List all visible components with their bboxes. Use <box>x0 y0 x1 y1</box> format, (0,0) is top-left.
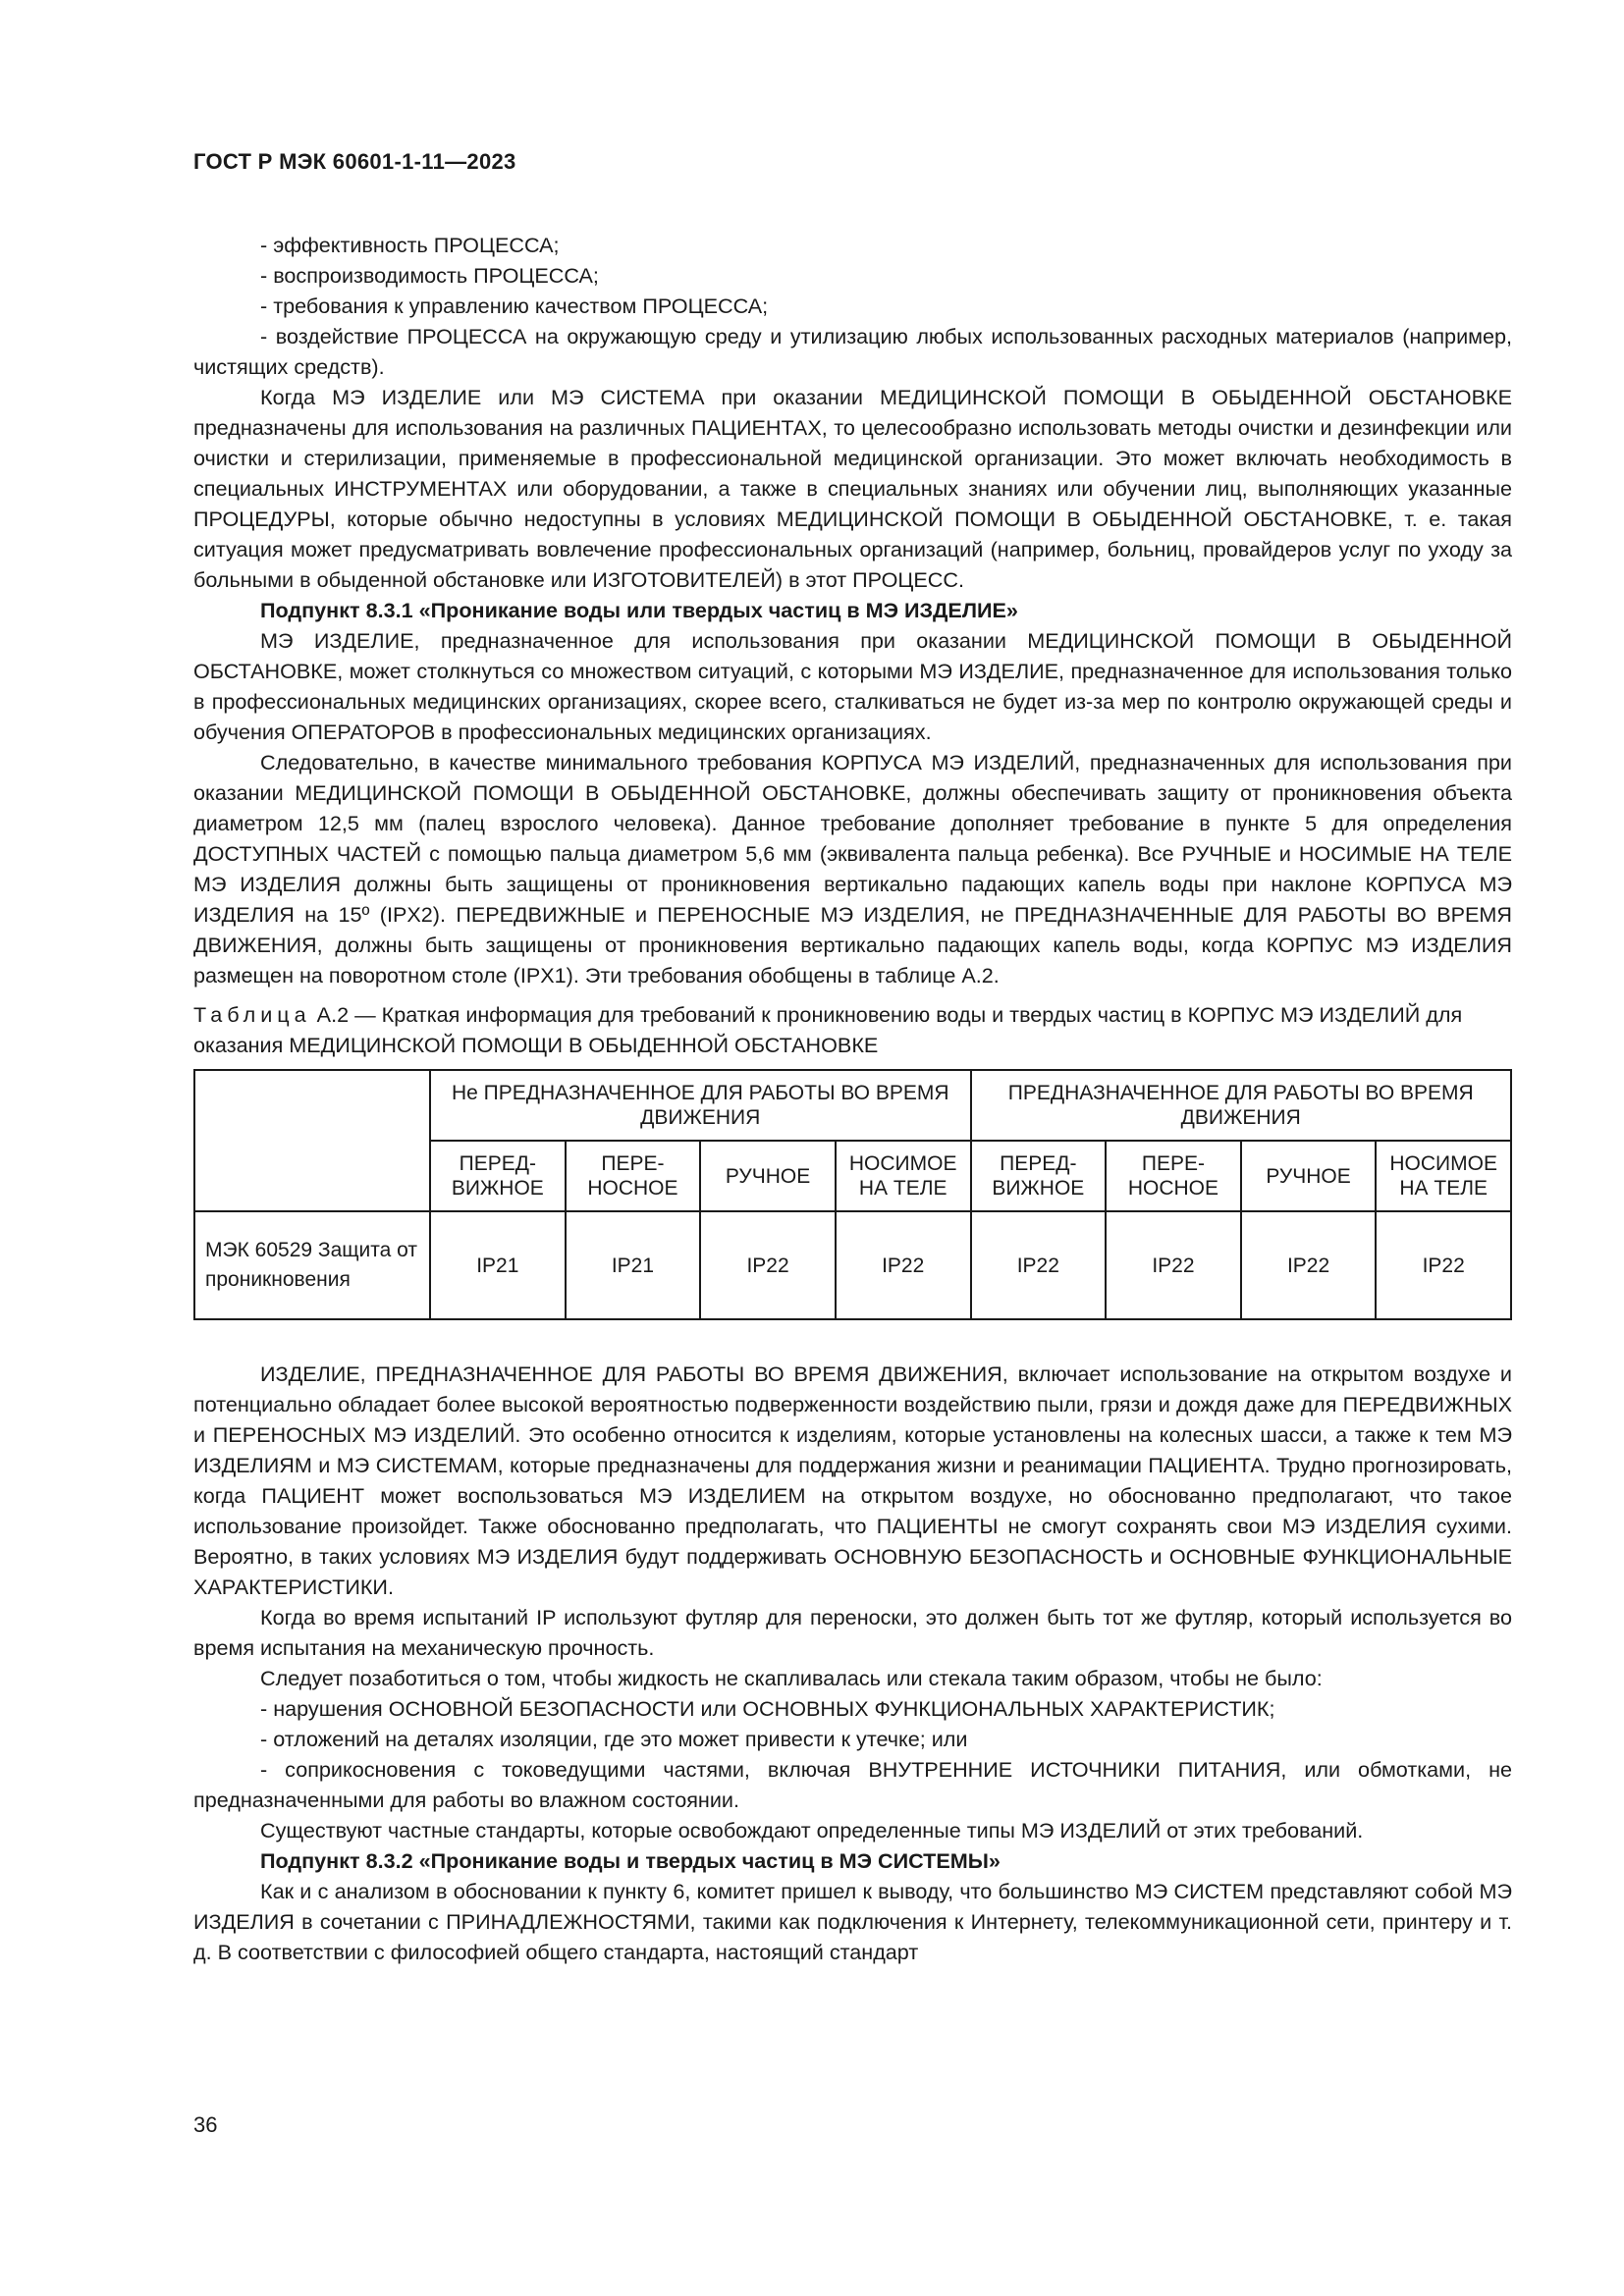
table-cell: IP21 <box>430 1211 566 1319</box>
document-header: ГОСТ Р МЭК 60601-1-11—2023 <box>193 149 516 174</box>
paragraph: - требования к управлению качеством ПРОЦЕССА; <box>260 294 769 318</box>
table-row-label: МЭК 60529 Защита от проникновения <box>194 1211 430 1319</box>
table-subheader: НОСИМОЕ НА ТЕЛЕ <box>1376 1141 1511 1211</box>
table-cell: IP21 <box>566 1211 701 1319</box>
table-caption-text: А.2 — Краткая информация для требований к проникновению воды и твердых частиц в КОРПУС МЭ ИЗДЕЛИЙ для оказания МЕДИЦИНСКОЙ ПОМОЩИ В ОБЫДЕННОЙ ОБСТАНОВКЕ <box>193 1002 1463 1057</box>
table-subheader: ПЕРЕД-ВИЖНОЕ <box>430 1141 566 1211</box>
table-subheader: ПЕРЕ-НОСНОЕ <box>1106 1141 1241 1211</box>
table-group-header-not-moving: Не ПРЕДНАЗНАЧЕННОЕ ДЛЯ РАБОТЫ ВО ВРЕМЯ ДВИЖЕНИЯ <box>430 1070 971 1141</box>
paragraph: - соприкосновения с токоведущими частями, включая ВНУТРЕННИЕ ИСТОЧНИКИ ПИТАНИЯ, или обмотками, не предназначенными для работы во влажном состоянии. <box>193 1757 1512 1812</box>
table-subheader: НОСИМОЕ НА ТЕЛЕ <box>836 1141 971 1211</box>
paragraph: ИЗДЕЛИЕ, ПРЕДНАЗНАЧЕННОЕ ДЛЯ РАБОТЫ ВО ВРЕМЯ ДВИЖЕНИЯ, включает использование на открытом воздухе и потенциально обладает более высокой вероятностью подверженности воздействию пыли, грязи и дождя даже для ПЕРЕДВИЖНЫХ и ПЕРЕНОСНЫХ МЭ ИЗДЕЛИЙ. Это особенно относится к изделиям, которые установлены на колесных шасси, а также к тем МЭ ИЗДЕЛИЯМ и МЭ СИСТЕМАМ, которые предназначены для поддержания жизни и реанимации ПАЦИЕНТА. Трудно прогнозировать, когда ПАЦИЕНТ может воспользоваться МЭ ИЗДЕЛИЕМ на открытом воздухе, но обоснованно предполагают, что такое использование произойдет. Также обоснованно предполагать, что ПАЦИЕНТЫ не смогут сохранять свои МЭ ИЗДЕЛИЯ сухими. Вероятно, в таких условиях МЭ ИЗДЕЛИЯ будут поддерживать ОСНОВНУЮ БЕЗОПАСНОСТЬ и ОСНОВНЫЕ ФУНКЦИОНАЛЬНЫЕ ХАРАКТЕРИСТИКИ. <box>193 1362 1512 1599</box>
table-subheader: ПЕРЕД-ВИЖНОЕ <box>971 1141 1107 1211</box>
page-body <box>193 230 1512 1967</box>
ip-requirements-table <box>193 1069 1512 1320</box>
table-subheader: РУЧНОЕ <box>700 1141 836 1211</box>
table-cell: IP22 <box>1376 1211 1511 1319</box>
paragraph: Когда во время испытаний IP используют футляр для переноски, это должен быть тот же футляр, который используется во время испытания на механическую прочность. <box>193 1605 1512 1660</box>
table-subheader: ПЕРЕ-НОСНОЕ <box>566 1141 701 1211</box>
paragraph: - эффективность ПРОЦЕССА; <box>260 233 560 257</box>
table-cell: IP22 <box>971 1211 1107 1319</box>
table-cell: IP22 <box>836 1211 971 1319</box>
table-cell: IP22 <box>700 1211 836 1319</box>
table-caption-label: Таблица <box>193 1002 311 1027</box>
paragraph: - отложений на деталях изоляции, где это может привести к утечке; или <box>260 1727 968 1751</box>
table-caption <box>193 999 1512 1060</box>
paragraph: Следует позаботиться о том, чтобы жидкость не скапливалась или стекала таким образом, чтобы не было: <box>260 1666 1323 1690</box>
table-cell: IP22 <box>1241 1211 1377 1319</box>
table-subheader: РУЧНОЕ <box>1241 1141 1377 1211</box>
paragraph: Как и с анализом в обосновании к пункту 6, комитет пришел к выводу, что большинство МЭ СИСТЕМ представляют собой МЭ ИЗДЕЛИЯ в сочетании с ПРИНАДЛЕЖНОСТЯМИ, такими как подключения к Интернету, телекоммуникационной сети, принтеру и т. д. В соответствии с философией общего стандарта, настоящий стандарт <box>193 1879 1512 1964</box>
paragraph: - воздействие ПРОЦЕССА на окружающую среду и утилизацию любых использованных расходных материалов (например, чистящих средств). <box>193 324 1512 379</box>
paragraph: - нарушения ОСНОВНОЙ БЕЗОПАСНОСТИ или ОСНОВНЫХ ФУНКЦИОНАЛЬНЫХ ХАРАКТЕРИСТИК; <box>260 1696 1275 1721</box>
table-data-row <box>194 1211 1511 1319</box>
table-group-header-moving: ПРЕДНАЗНАЧЕННОЕ ДЛЯ РАБОТЫ ВО ВРЕМЯ ДВИЖЕНИЯ <box>971 1070 1512 1141</box>
table-cell: IP22 <box>1106 1211 1241 1319</box>
paragraphs-after-table <box>193 1359 1512 1967</box>
paragraphs-before-table <box>193 230 1512 990</box>
paragraph: - воспроизводимость ПРОЦЕССА; <box>260 263 599 288</box>
page-number: 36 <box>193 2112 218 2137</box>
subclause-heading: Подпункт 8.3.2 «Проникание воды и твердых частиц в МЭ СИСТЕМЫ» <box>260 1848 1001 1873</box>
paragraph: Следовательно, в качестве минимального требования КОРПУСА МЭ ИЗДЕЛИЙ, предназначенных для использования при оказании МЕДИЦИНСКОЙ ПОМОЩИ В ОБЫДЕННОЙ ОБСТАНОВКЕ, должны обеспечивать защиту от проникновения объекта диаметром 12,5 мм (палец взрослого человека). Данное требование дополняет требование в пункте 5 для определения ДОСТУПНЫХ ЧАСТЕЙ с помощью пальца диаметром 5,6 мм (эквивалента пальца ребенка). Все РУЧНЫЕ и НОСИМЫЕ НА ТЕЛЕ МЭ ИЗДЕЛИЯ должны быть защищены от проникновения вертикально падающих капель воды при наклоне КОРПУСА МЭ ИЗДЕЛИЯ на 15º (IPX2). ПЕРЕДВИЖНЫЕ и ПЕРЕНОСНЫЕ МЭ ИЗДЕЛИЯ, не ПРЕДНАЗНАЧЕННЫЕ ДЛЯ РАБОТЫ ВО ВРЕМЯ ДВИЖЕНИЯ, должны быть защищены от проникновения вертикально падающих капель воды, когда КОРПУС МЭ ИЗДЕЛИЯ размещен на поворотном столе (IPX1). Эти требования обобщены в таблице А.2. <box>193 750 1512 988</box>
paragraph: Существуют частные стандарты, которые освобождают определенные типы МЭ ИЗДЕЛИЙ от этих требований. <box>260 1818 1364 1842</box>
table-header-row-groups <box>194 1070 1511 1141</box>
table-corner-cell <box>194 1070 430 1211</box>
paragraph: Когда МЭ ИЗДЕЛИЕ или МЭ СИСТЕМА при оказании МЕДИЦИНСКОЙ ПОМОЩИ В ОБЫДЕННОЙ ОБСТАНОВКЕ предназначены для использования на различных ПАЦИЕНТАХ, то целесообразно использовать методы очистки и дезинфекции или очистки и стерилизации, применяемые в профессиональной медицинской организации. Это может включать необходимость в специальных ИНСТРУМЕНТАХ или оборудовании, а также в специальных знаниях или обучении лиц, выполняющих указанные ПРОЦЕДУРЫ, которые обычно недоступны в условиях МЕДИЦИНСКОЙ ПОМОЩИ В ОБЫДЕННОЙ ОБСТАНОВКЕ, т. е. такая ситуация может предусматривать вовлечение профессиональных организаций (например, больниц, провайдеров услуг по уходу за больными в обыденной обстановке или ИЗГОТОВИТЕЛЕЙ) в этот ПРОЦЕСС. <box>193 385 1512 592</box>
paragraph: МЭ ИЗДЕЛИЕ, предназначенное для использования при оказании МЕДИЦИНСКОЙ ПОМОЩИ В ОБЫДЕННОЙ ОБСТАНОВКЕ, может столкнуться со множеством ситуаций, с которыми МЭ ИЗДЕЛИЕ, предназначенное для использования только в профессиональных медицинских организациях, скорее всего, сталкиваться не будет из-за мер по контролю окружающей среды и обучения ОПЕРАТОРОВ в профессиональных медицинских организациях. <box>193 628 1512 744</box>
subclause-heading: Подпункт 8.3.1 «Проникание воды или твердых частиц в МЭ ИЗДЕЛИЕ» <box>260 598 1018 622</box>
